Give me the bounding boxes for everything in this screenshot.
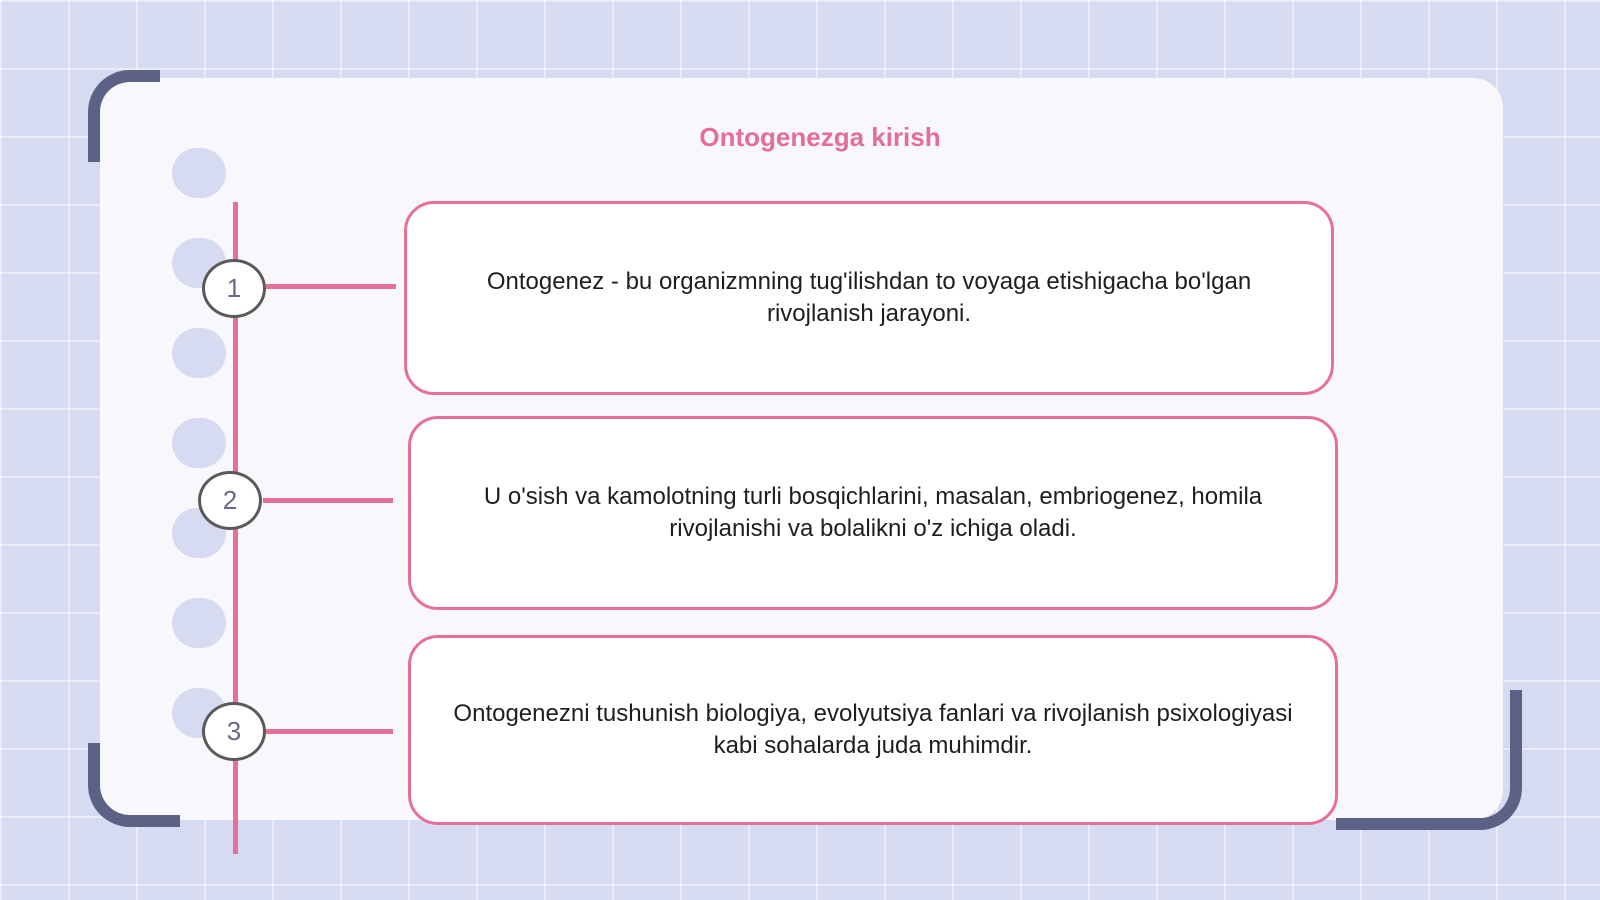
paper-hole (172, 328, 226, 378)
slide-title: Ontogenezga kirish (699, 122, 941, 152)
step-card-1 (404, 201, 1334, 395)
paper-hole (172, 598, 226, 648)
step-number-3: 3 (202, 702, 266, 761)
step-number-2: 2 (198, 471, 262, 530)
paper-hole (172, 418, 226, 468)
step-card-text: Ontogenezni tushunish biologiya, evolyutsiya fanlari va rivojlanish psixologiyasi kabi sohalarda juda muhimdir. (453, 700, 1293, 759)
step-card-3 (408, 635, 1338, 825)
timeline-connector (266, 729, 393, 734)
step-card-2 (408, 416, 1338, 610)
timeline-connector (266, 284, 396, 289)
step-card-text: U o'sish va kamolotning turli bosqichlarini, masalan, embriogenez, homila rivojlanishi va bolalikni o'z ichiga oladi. (483, 483, 1263, 542)
frame-corner-bottom-left (88, 743, 180, 827)
step-card-text: Ontogenez - bu organizmning tug'ilishdan to voyaga etishigacha bo'lgan rivojlanish jarayoni. (486, 268, 1252, 327)
step-number-1: 1 (202, 259, 266, 318)
frame-corner-bottom-right (1336, 690, 1522, 830)
timeline-connector (263, 498, 393, 503)
paper-hole (172, 148, 226, 198)
